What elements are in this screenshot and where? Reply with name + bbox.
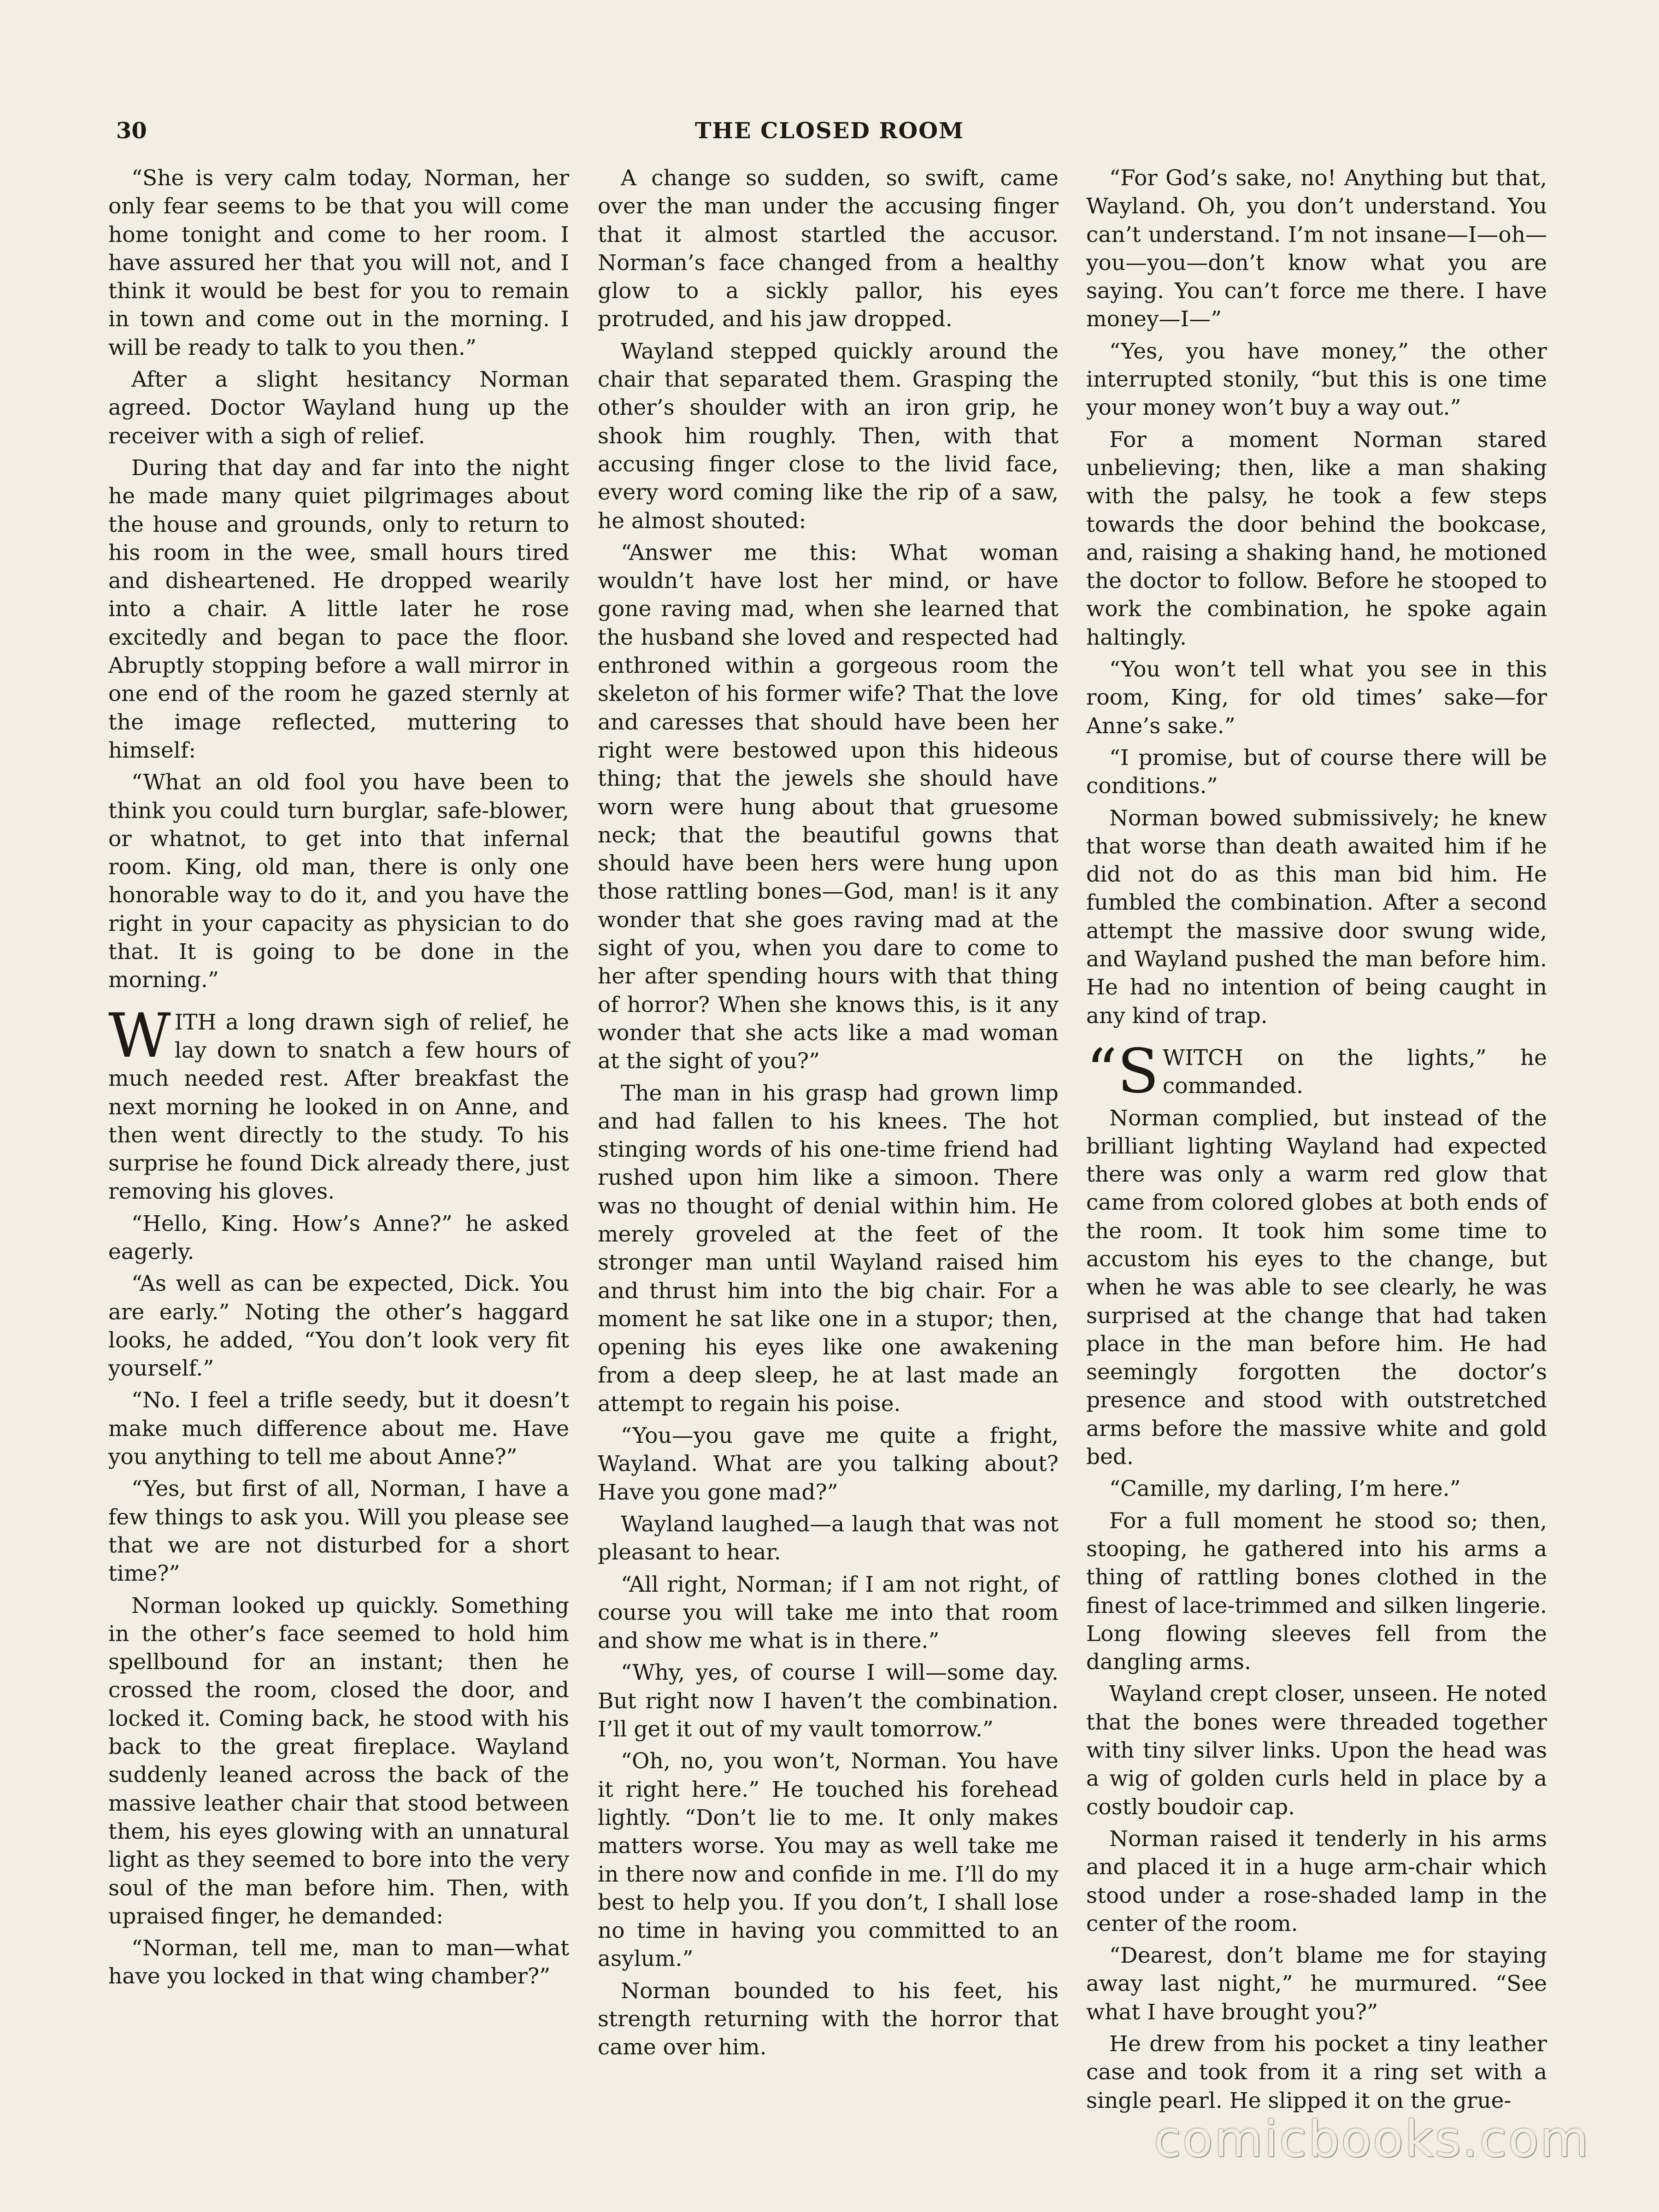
paragraph: After a slight hesitancy Norman agreed. Doctor Wayland hung up the receiver with a sigh of relief. [108, 367, 569, 449]
paragraph: “You—you gave me quite a fright, Wayland. What are you talking about? Have you gone mad?” [598, 1423, 1059, 1505]
paragraph: “She is very calm today, Norman, her only fear seems to be that you will come home tonight and come to her room. I have assured her that you will not, and I think it would be best for you to remain in town and come out in the morning. I will be ready to talk to you then.” [108, 165, 569, 360]
paragraph: “Norman, tell me, man to man—what have you locked in that wing chamber?” [108, 1936, 569, 1989]
paragraph: For a moment Norman stared unbelieving; then, like a man shaking with the palsy, he took a few steps towards the door behind the bookcase, and, raising a shaking hand, he motioned the doctor to follow. Before he stooped to work the combination, he spoke again haltingly. [1086, 427, 1547, 650]
paragraph: “Dearest, don’t blame me for staying away last night,” he murmured. “See what I have brought you?” [1086, 1943, 1547, 2025]
paragraph: “Camille, my darling, I’m here.” [1109, 1476, 1461, 1502]
paragraph: “Hello, King. How’s Anne?” he asked eagerly. [108, 1211, 569, 1265]
page-number: 30 [116, 118, 147, 144]
paragraph: “You won’t tell what you see in this room, King, for old times’ sake—for Anne’s sake.” [1086, 657, 1547, 739]
paragraph: Norman bowed submissively; he knew that worse than death awaited him if he did not do as this man bid him. He fumbled the combination. After a second attempt the massive door swung wide, and Wayland pushed the man before him. He had no intention of being caught in any kind of trap. [1086, 805, 1547, 1029]
paragraph: “Why, yes, of course I will—some day. But right now I haven’t the combination. I’ll get it out of my vault tomorrow.” [598, 1660, 1059, 1742]
paragraph: “Oh, no, you won’t, Norman. You have it right here.” He touched his forehead lightly. “Don’t lie to me. It only makes matters worse. You may as well take me in there now and confide in me. I’ll do my best to help you. If you don’t, I shall lose no time in having you committed to an asylum.” [598, 1748, 1059, 1972]
paragraph: “Answer me this: What woman wouldn’t have lost her mind, or have gone raving mad, when she learned that the husband she loved and respected had enthroned within a gorgeous room the skeleton of his former wife? That the love and caresses that should have been her right were bestowed upon this hideous thing; that the jewels she should have worn were hung about that gruesome neck; that the beautiful gowns that should have been hers were hung upon those rattling bones—God, man! is it any wonder that she goes raving mad at the sight of you, when you dare to come to her after spending hours with that thing of horror? When she knows this, is it any wonder that she acts like a mad woman at the sight of you?” [598, 540, 1059, 1074]
paragraph: During that day and far into the night he made many quiet pilgrimages about the house and grounds, only to return to his room in the wee, small hours tired and disheartened. He dropped wearily into a chair. A little later he rose excitedly and began to pace the floor. Abruptly stopping before a wall mirror in one end of the room he gazed sternly at the image reflected, muttering to himself: [108, 455, 569, 763]
site-watermark: comicbooks.com [1153, 2111, 1590, 2168]
paragraph: Norman bounded to his feet, his strength returning with the horror that came over him. [598, 1978, 1059, 2060]
dropcap-paragraph-text: ITH a long drawn sigh of relief, he lay down to snatch a few hours of much needed rest. After breakfast the next morning he looked in on Anne, and then went directly to the study. To his surprise he found Dick already there, just removing his gloves. [108, 1009, 569, 1205]
paragraph: “I promise, but of course there will be conditions.” [1086, 745, 1547, 799]
paragraph: “Yes, but first of all, Norman, I have a few things to ask you. Will you please see that we are not disturbed for a short time?” [108, 1476, 569, 1587]
paragraph: “Yes, you have money,” the other interrupted stonily, “but this is one time your money won’t buy a way out.” [1086, 338, 1547, 421]
paragraph: “No. I feel a trifle seedy, but it doesn’t make much difference about me. Have you anything to tell me about Anne?” [108, 1388, 569, 1470]
text-column-2 [598, 164, 1059, 2060]
paragraph: Wayland stepped quickly around the chair that separated them. Grasping the other’s shoulder with an iron grip, he shook him roughly. Then, with that accusing finger close to the livid face, every word coming like the rip of a saw, he almost shouted: [598, 338, 1059, 534]
dropcap-paragraph [1086, 1035, 1547, 1107]
running-title: THE CLOSED ROOM [694, 118, 965, 144]
drop-cap-letter: “S [1086, 1035, 1159, 1107]
paragraph: For a full moment he stood so; then, stooping, he gathered into his arms a thing of rattling bones clothed in the finest of lace-trimmed and silken lingerie. Long flowing sleeves fell from the dangling arms. [1086, 1508, 1547, 1675]
text-column-1 [108, 164, 569, 2053]
paragraph: Wayland laughed—a laugh that was not pleasant to hear. [598, 1511, 1059, 1565]
paragraph: The man in his grasp had grown limp and had fallen to his knees. The hot stinging words of his one-time friend had rushed upon him like a simoon. There was no thought of denial within him. He merely groveled at the feet of the stronger man until Wayland raised him and thrust him into the big chair. For a moment he sat like one in a stupor; then, opening his eyes like one awakening from a deep sleep, he at last made an attempt to regain his poise. [598, 1080, 1059, 1417]
paragraph: Norman raised it tenderly in his arms and placed it in a huge arm-chair which stood under a rose-shaded lamp in the center of the room. [1086, 1826, 1547, 1936]
paragraph: “What an old fool you have been to think you could turn burglar, safe-blower, or whatnot, to get into that infernal room. King, old man, there is only one honorable way to do it, and you have the right in your capacity as physician to do that. It is going to be done in the morning.” [108, 770, 569, 993]
paragraph: Norman complied, but instead of the brilliant lighting Wayland had expected there was only a warm red glow that came from colored globes at both ends of the room. It took him some time to accustom his eyes to the change, but when he was able to see clearly, he was surprised at the change that had taken place in the man before him. He had seemingly forgotten the doctor’s presence and stood with outstretched arms before the massive white and gold bed. [1086, 1105, 1547, 1470]
paragraph: Norman looked up quickly. Something in the other’s face seemed to hold him spellbound for an instant; then he crossed the room, closed the door, and locked it. Coming back, he stood with his back to the great fireplace. Wayland suddenly leaned across the back of the massive leather chair that stood between them, his eyes glowing with an unnatural light as they seemed to bore into the very soul of the man before him. Then, with upraised finger, he demanded: [108, 1593, 569, 1929]
paragraph: Wayland crept closer, unseen. He noted that the bones were threaded together with tiny silver links. Upon the head was a wig of golden curls held in place by a costly boudoir cap. [1086, 1681, 1547, 1820]
paragraph: “As well as can be expected, Dick. You are early.” Noting the other’s haggard looks, he added, “You don’t look very fit yourself.” [108, 1271, 569, 1382]
paragraph: “All right, Norman; if I am not right, of course you will take me into that room and show me what is in there.” [598, 1571, 1059, 1654]
paragraph: “For God’s sake, no! Anything but that, Wayland. Oh, you don’t understand. You can’t understand. I’m not insane—I—oh—you—you—don’t know what you are saying. You can’t force me there. I have money—I—” [1086, 165, 1547, 332]
paragraph: A change so sudden, so swift, came over the man under the accusing finger that it almost startled the accusor. Norman’s face changed from a healthy glow to a sickly pallor, his eyes protruded, and his jaw dropped. [598, 165, 1059, 332]
text-column-3 [1086, 164, 1547, 2113]
dropcap-paragraph-text: WITCH on the lights,” he commanded. [1162, 1045, 1547, 1099]
drop-cap-letter: W [108, 1000, 171, 1071]
paragraph: He drew from his pocket a tiny leather case and took from it a ring set with a single pearl. He slipped it on the grue- [1086, 2031, 1547, 2113]
dropcap-paragraph [108, 1000, 569, 1206]
